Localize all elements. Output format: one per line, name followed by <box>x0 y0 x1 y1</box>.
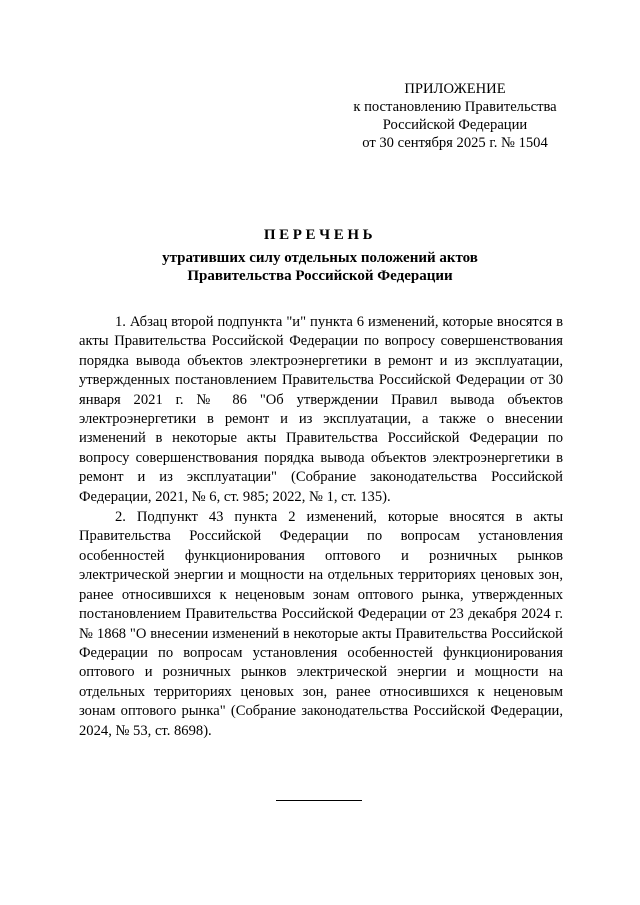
paragraph-2: 2. Подпункт 43 пункта 2 изменений, которые вносятся в акты Правительства Российской Федерации по вопросам установления особенностей функционирования оптового и розничных рынков электрической энергии и мощности на отдельных территориях ценовых зон, ранее относившихся к неценовым зонам оптового рынка, утвержденных постановлением Правительства Российской Федерации от 23 декабря 2024 г. № 1868 "О внесении изменений в некоторые акты Правительства Российской Федерации по вопросам установления особенностей функционирования оптового и розничных рынков электрической энергии и мощности на отдельных территориях ценовых зон, ранее относившихся к неценовым зонам оптового рынка" (Собрание законодательства Российской Федерации, 2024, № 53, ст. 8698). <box>79 509 563 739</box>
appendix-resolution-line: к постановлению Правительства <box>353 99 557 115</box>
appendix-label: ПРИЛОЖЕНИЕ <box>404 81 506 97</box>
end-divider-line <box>276 800 362 801</box>
appendix-date-number: от 30 сентября 2025 г. № 1504 <box>362 135 548 151</box>
document-subtitle <box>0 249 640 285</box>
appendix-government-line: Российской Федерации <box>382 117 528 133</box>
document-body <box>79 313 563 742</box>
subtitle-line-2: Правительства Российской Федерации <box>187 268 453 284</box>
document-title: ПЕРЕЧЕНЬ <box>263 227 377 243</box>
paragraph-1: 1. Абзац второй подпункта "и" пункта 6 изменений, которые вносятся в акты Правительства Российской Федерации по вопросу совершенствования порядка вывода объектов электроэнергетики в ремонт и из эксплуатации, утвержденных постановлением Правительства Российской Федерации от 30 января 2021 г. № 86 "Об утверждении Правил вывода объектов электроэнергетики в ремонт и из эксплуатации, а также о внесении изменений в некоторые акты Правительства Российской Федерации по вопросу совершенствования порядка вывода объектов электроэнергетики в ремонт и из эксплуатации" (Собрание законодательства Российской Федерации, 2021, № 6, ст. 985; 2022, № 1, ст. 135). <box>79 314 563 505</box>
subtitle-line-1: утративших силу отдельных положений актов <box>162 250 478 266</box>
appendix-header <box>330 80 580 152</box>
